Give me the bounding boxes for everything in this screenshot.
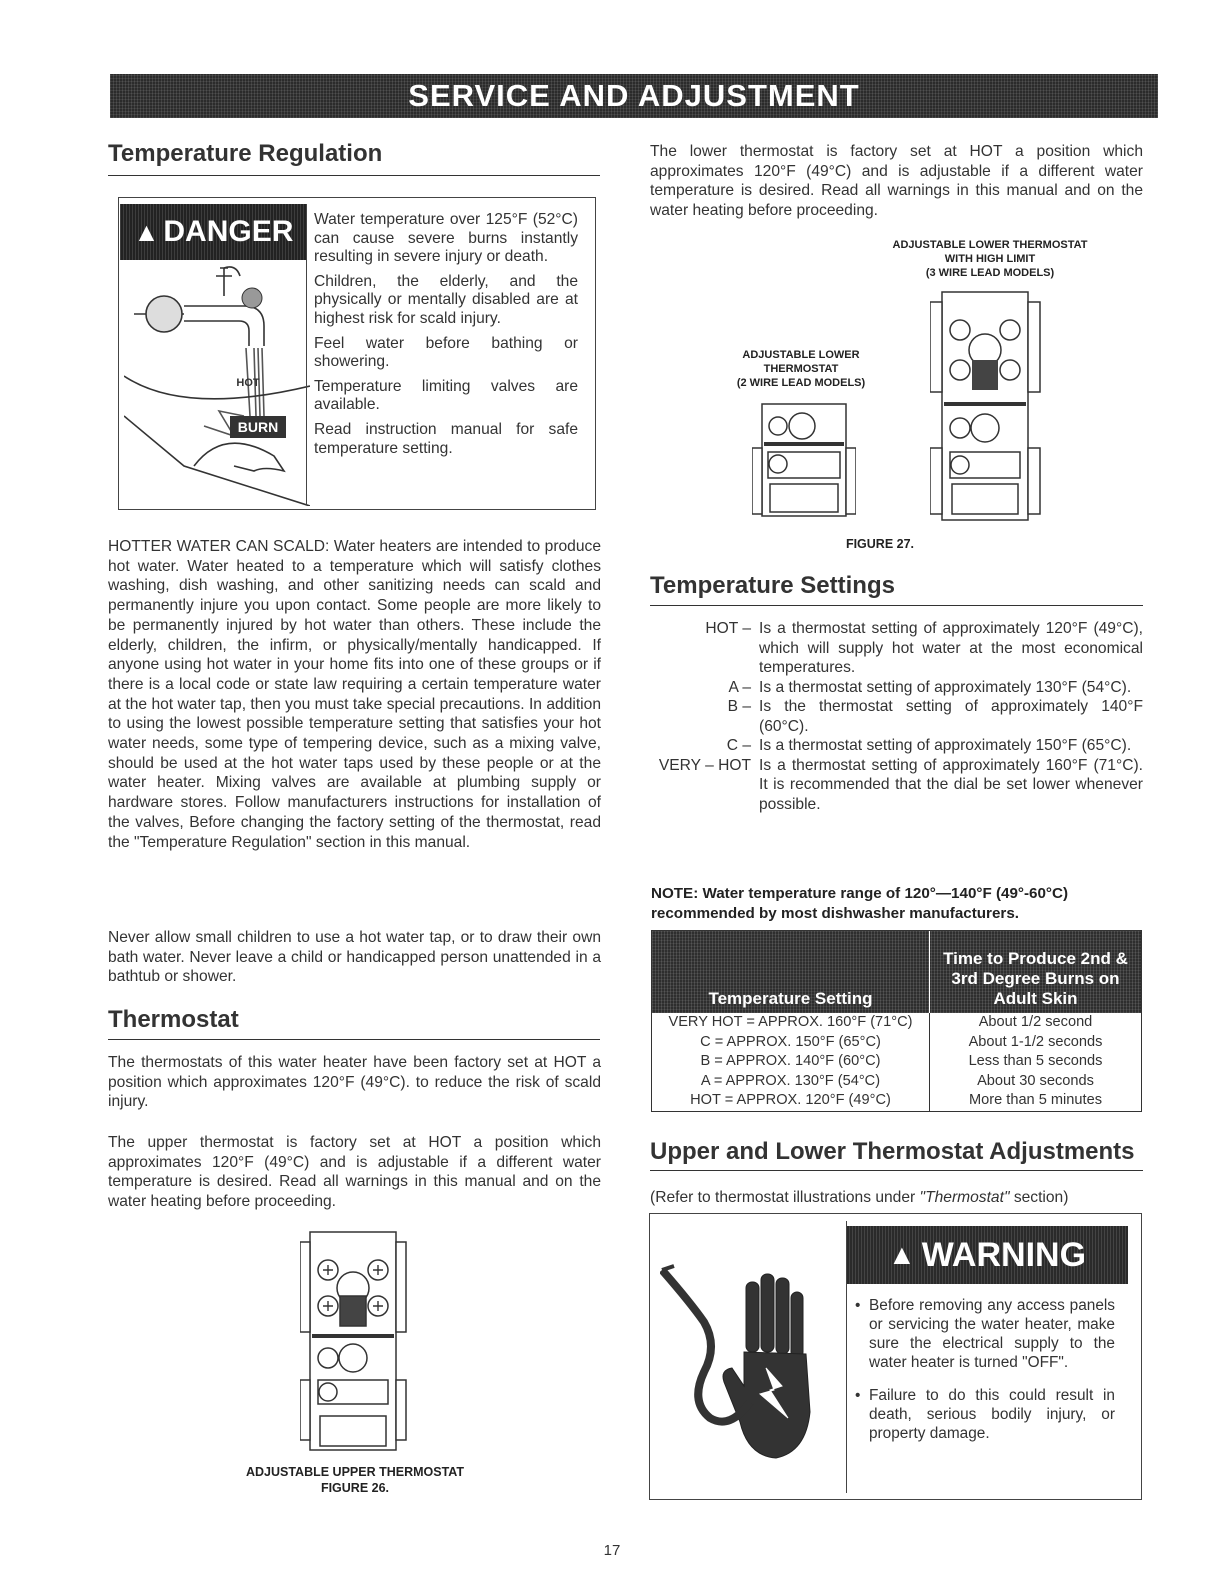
danger-paragraph: Read instruction manual for safe temperature setting. — [314, 420, 578, 457]
lower-label-right-1: ADJUSTABLE LOWER THERMOSTAT — [892, 239, 1088, 251]
danger-paragraph: Feel water before bathing or showering. — [314, 334, 578, 371]
bullet-icon: • — [855, 1387, 861, 1404]
danger-text — [314, 211, 578, 464]
danger-divider — [306, 204, 307, 504]
table-row — [652, 1013, 1141, 1033]
hot-label: HOT — [236, 377, 260, 389]
setting-value: Is the thermostat setting of approximately 140°F (60°C). — [759, 698, 1143, 735]
figure-26-caption-2: FIGURE 26. — [320, 1481, 390, 1495]
refer-italic: "Thermostat" — [919, 1189, 1010, 1206]
lower-thermostat-paragraph: The lower thermostat is factory set at HOT a position which approximates 120°F (49°C) and is adjustable if a different water temperature is desired. Read all warnings in this manual and on the water heating before proceeding. — [650, 143, 1143, 220]
table-cell-time: About 1/2 second — [978, 1014, 1093, 1030]
setting-value: Is a thermostat setting of approximately 160°F (71°C). It is recommended that the dial be set lower whenever possible. — [759, 756, 1143, 813]
warning-bullet-text: Before removing any access panels or servicing the water heater, make sure the electrical supply to the water heater is turned "OFF". — [869, 1297, 1115, 1371]
table-row — [652, 1033, 1141, 1053]
table-cell-time: Less than 5 seconds — [968, 1053, 1103, 1070]
setting-value: Is a thermostat setting of approximately 130°F (54°C). — [759, 678, 1132, 696]
setting-value: Is a thermostat setting of approximately 120°F (49°C), which will supply hot water at the most economical temperatures. — [759, 620, 1143, 676]
banner-title: SERVICE AND ADJUSTMENT — [408, 78, 860, 113]
warning-label — [846, 1226, 1128, 1284]
temperature-settings-list — [655, 619, 1143, 814]
setting-key: HOT – — [705, 620, 751, 637]
warning-bullet — [855, 1296, 1115, 1372]
table-cell-time: More than 5 minutes — [968, 1092, 1103, 1109]
table-cell-time: About 1-1/2 seconds — [968, 1033, 1103, 1050]
lower-label-right-3: (3 WIRE LEAD MODELS) — [925, 267, 1055, 279]
table-cell-setting: HOT = APPROX. 120°F (49°C) — [652, 1091, 930, 1111]
dishwasher-note: NOTE: Water temperature range of 120°—140°F (49°-60°C) recommended by most dishwasher manufacturers. — [651, 885, 1069, 922]
figure-27-caption: FIGURE 27. — [845, 537, 915, 551]
heading-rule — [650, 605, 1143, 606]
lower-label-left-2: THERMOSTAT — [763, 363, 839, 375]
column-header-time: Time to Produce 2nd & 3rd Degree Burns on Adult Skin — [943, 949, 1128, 1008]
heading-rule — [108, 1039, 600, 1040]
setting-row — [655, 678, 1143, 698]
danger-label — [120, 204, 307, 260]
lower-thermostat-3wire-illustration — [930, 288, 1042, 524]
lower-label-left-1: ADJUSTABLE LOWER — [742, 349, 860, 361]
thermostat-paragraph-1: The thermostats of this water heater have been factory set at HOT a position which approximates 120°F (49°C). to reduce the risk of scald injury. — [108, 1054, 601, 1111]
setting-row — [655, 736, 1143, 756]
setting-row — [655, 697, 1143, 736]
refer-note — [650, 1188, 1143, 1208]
thermostat-adjustments-heading: Upper and Lower Thermostat Adjustments — [650, 1138, 1135, 1165]
refer-prefix: (Refer to thermostat illustrations under — [650, 1189, 920, 1206]
burn-label: BURN — [237, 419, 279, 435]
setting-key: B – — [727, 698, 751, 715]
setting-value: Is a thermostat setting of approximately 150°F (65°C). — [759, 737, 1132, 754]
warning-text — [855, 1296, 1115, 1457]
heading-rule — [108, 175, 600, 176]
faucet-burn-illustration — [124, 266, 310, 506]
warning-bullet — [855, 1386, 1115, 1443]
burn-time-table — [651, 930, 1142, 1112]
setting-key: VERY – HOT — [658, 756, 751, 774]
table-header — [652, 931, 1141, 1013]
danger-label-text: DANGER — [163, 215, 294, 248]
temperature-regulation-heading: Temperature Regulation — [108, 140, 383, 167]
table-cell-setting: VERY HOT = APPROX. 160°F (71°C) — [652, 1013, 930, 1033]
danger-paragraph: Water temperature over 125°F (52°C) can cause severe burns instantly resulting in severe injury or death. — [314, 211, 578, 266]
warning-bullet-text: Failure to do this could result in death, serious bodily injury, or property damage. — [869, 1387, 1115, 1442]
warning-triangle-icon: ▲ — [887, 1239, 916, 1270]
warning-triangle-icon: ▲ — [133, 216, 160, 247]
hotter-water-paragraph: HOTTER WATER CAN SCALD: Water heaters are intended to produce hot water. Water heated to a temperature which will satisfy clothes washing, dish washing, and other sanitizing needs can scald and permanently injure you upon contact. Some people are more likely to be permanently injured by hot water than others. These include the elderly, children, the infirm, or physically/mentally handicapped. If anyone using hot water in your home fits into one of these groups or if there is a local code or state law requiring a certain temperature water at the hot water tap, then you must take special precautions. In addition to using the lowest possible temperature setting that satisfies your hot water needs, some type of tempering device, such as a mixing valve, should be used at the hot water taps used by these people or at the water heater. Mixing valves are available at plumbing supply or hardware stores. Follow manufacturers instructions for installation of the valves, Before changing the factory setting of the thermostat, read the "Temperature Regulation" section in this manual. — [108, 538, 601, 851]
table-cell-time: About 30 seconds — [977, 1072, 1094, 1089]
thermostat-paragraph-2: The upper thermostat is factory set at HOT a position which approximates 120°F (49°C) and is adjustable if a different water temperature is desired. Read all warnings in this manual and on the water heating before proceeding. — [108, 1134, 601, 1211]
temperature-settings-heading: Temperature Settings — [650, 572, 895, 599]
electric-shock-hand-icon — [660, 1262, 840, 1462]
table-row — [652, 1072, 1141, 1092]
figure-26-caption-1: ADJUSTABLE UPPER THERMOSTAT — [245, 1465, 465, 1479]
bullet-icon: • — [855, 1297, 861, 1314]
setting-row — [655, 756, 1143, 815]
setting-key: C – — [726, 737, 751, 754]
refer-suffix: section) — [1009, 1189, 1069, 1206]
setting-row — [655, 619, 1143, 678]
section-banner — [110, 74, 1158, 118]
lower-label-left-3: (2 WIRE LEAD MODELS) — [736, 377, 866, 389]
lower-thermostat-2wire-illustration — [752, 398, 856, 520]
warning-label-text: WARNING — [921, 1235, 1087, 1274]
danger-paragraph: Temperature limiting valves are available. — [314, 377, 578, 414]
danger-paragraph: Children, the elderly, and the physically or mentally disabled are at highest risk for scald injury. — [314, 272, 578, 327]
thermostat-heading: Thermostat — [108, 1006, 239, 1033]
lower-label-right-2: WITH HIGH LIMIT — [944, 253, 1036, 265]
children-paragraph: Never allow small children to use a hot water tap, or to draw their own bath water. Never leave a child or handicapped person unattended in a bathtub or shower. — [108, 929, 601, 986]
setting-key: A – — [728, 678, 751, 696]
table-cell-setting: C = APPROX. 150°F (65°C) — [652, 1033, 930, 1053]
page-number: 17 — [603, 1542, 621, 1559]
table-cell-setting: A = APPROX. 130°F (54°C) — [652, 1072, 930, 1092]
heading-rule — [650, 1170, 1143, 1171]
table-cell-setting: B = APPROX. 140°F (60°C) — [652, 1052, 930, 1072]
upper-thermostat-illustration — [300, 1230, 410, 1452]
table-row — [652, 1091, 1141, 1111]
column-header-setting: Temperature Setting — [652, 931, 930, 1013]
table-row — [652, 1052, 1141, 1072]
